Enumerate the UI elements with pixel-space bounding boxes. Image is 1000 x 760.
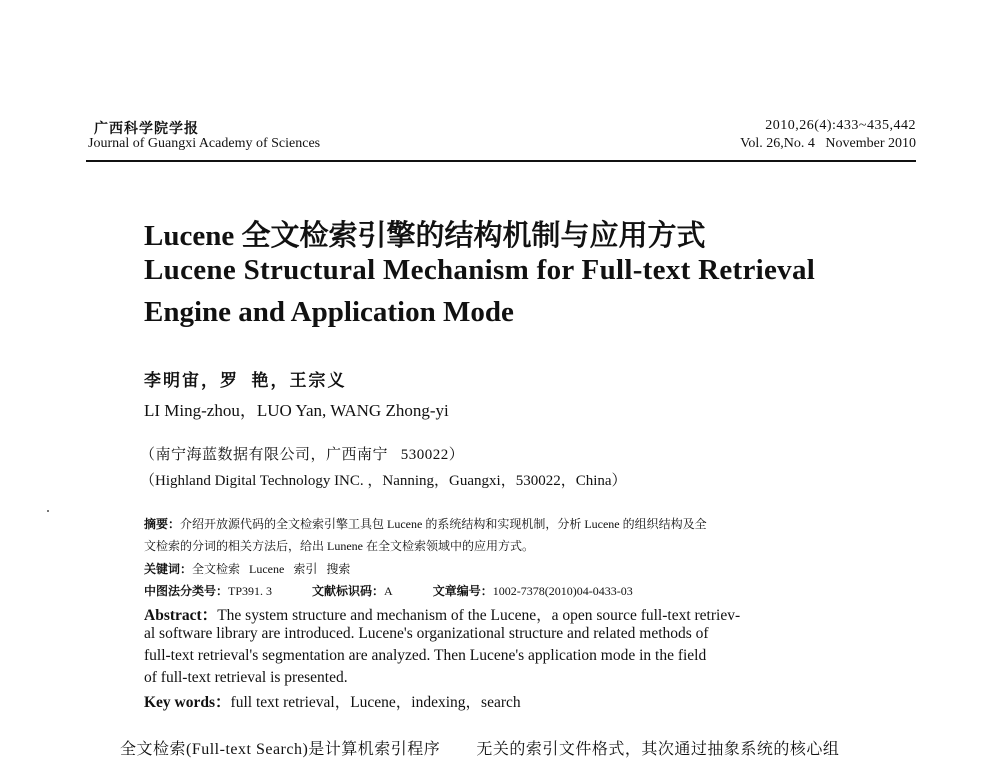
affiliation-cn: （南宁海蓝数据有限公司，广西南宁 530022） — [140, 447, 465, 463]
abstract-en-line1 — [144, 603, 740, 625]
keywords-en-label: Key words： — [144, 694, 231, 711]
title-en-line1: Lucene Structural Mechanism for Full-text Retrieval — [144, 254, 816, 286]
abstract-en-text1: The system structure and mechanism of the Lucene，a open source full-text retriev- — [217, 607, 741, 624]
header-rule — [86, 160, 916, 162]
abstract-cn-line2: 文检索的分词的相关方法后，给出 Lunene 在全文检索领域中的应用方式。 — [144, 539, 534, 553]
journal-name-en: Journal of Guangxi Academy of Sciences — [88, 136, 321, 151]
journal-name-cn: 广西科学院学报 — [94, 122, 199, 137]
classification-line — [144, 582, 633, 599]
keywords-cn-label: 关键词： — [144, 562, 193, 576]
body-text-left: 全文检索(Full-text Search)是计算机索引程序 — [120, 741, 441, 758]
abstract-en-line2: al software library are introduced. Lucene's organizational structure and related methods of — [144, 625, 709, 642]
authors-en: LI Ming-zhou，LUO Yan, WANG Zhong-yi — [144, 401, 449, 420]
abstract-en-line3: full-text retrieval's segmentation are analyzed. Then Lucene's application mode in the field — [144, 647, 707, 664]
keywords-en — [144, 690, 521, 712]
doc-code-value: A — [384, 584, 393, 598]
clc-value: TP391. 3 — [228, 584, 273, 598]
title-en-line2: Engine and Application Mode — [144, 296, 514, 328]
authors-cn: 李明宙，罗 艳，王宗义 — [144, 371, 347, 390]
keywords-cn-value: 全文检索 Lucene 索引 搜索 — [192, 562, 351, 576]
article-number-label: 文章编号： — [432, 584, 493, 598]
scan-speck — [47, 510, 49, 512]
abstract-cn-label: 摘要： — [144, 517, 181, 531]
clc-label: 中图法分类号： — [144, 584, 229, 598]
citation: 2010,26(4):433~435,442 — [765, 118, 916, 133]
keywords-en-value: full text retrieval，Lucene，indexing，search — [230, 694, 521, 711]
keywords-cn — [144, 560, 350, 577]
doc-code-label: 文献标识码： — [312, 584, 385, 598]
article-number-value: 1002-7378(2010)04-0433-03 — [492, 584, 633, 598]
abstract-cn-line1 — [144, 515, 707, 532]
body-text-line — [120, 736, 839, 759]
volume-issue: Vol. 26,No. 4 November 2010 — [740, 136, 916, 151]
abstract-en-label: Abstract： — [144, 607, 218, 624]
body-text-right: 无关的索引文件格式，其次通过抽象系统的核心组 — [476, 741, 840, 758]
affiliation-en: （Highland Digital Technology INC. ，Nanning，Guangxi，530022，China） — [140, 473, 627, 489]
abstract-en-line4: of full-text retrieval is presented. — [144, 669, 348, 686]
title-cn: Lucene 全文检索引擎的结构机制与应用方式 — [144, 220, 706, 252]
abstract-cn-text1: 介绍开放源代码的全文检索引擎工具包 Lucene 的系统结构和实现机制，分析 Lucene 的组织结构及全 — [180, 517, 707, 531]
